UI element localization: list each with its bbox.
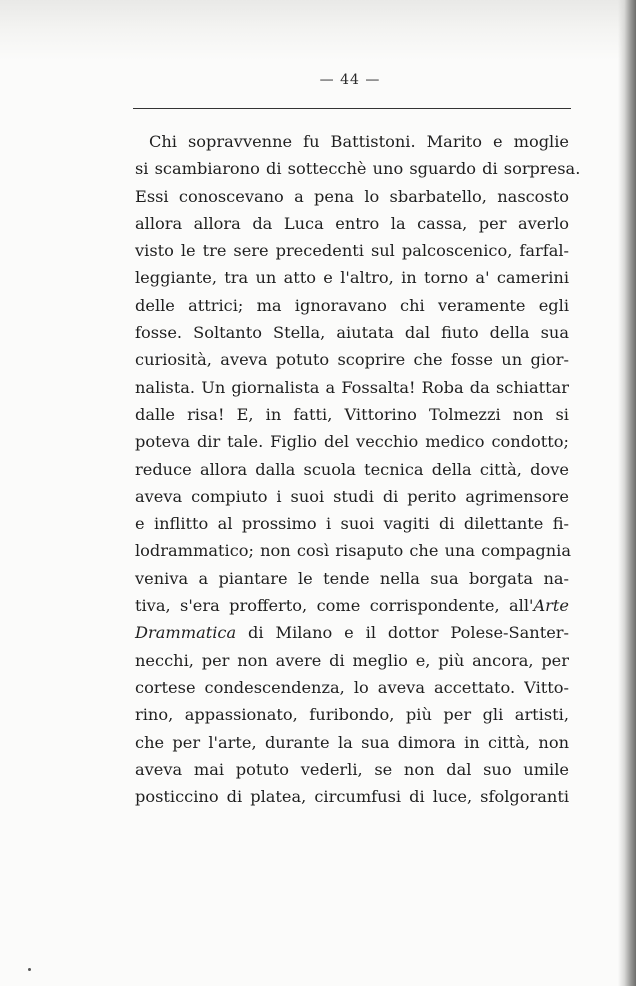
body-text [135,128,581,810]
text-span: tiva, s'era profferto, come corrispondente, all' [135,596,534,616]
text-span: di Milano e il dottor Polese-Santer- [236,623,569,643]
header-rule [133,108,571,109]
text-line: curiosità, aveva potuto scoprire che fosse un gior- [135,350,569,370]
text-line: Essi conoscevano a pena lo sbarbatello, nascosto [135,186,569,206]
text-line: dalle risa! E, in fatti, Vittorino Tolmezzi non si [135,404,569,424]
page-number: — 44 — [319,72,381,88]
italic-title-part: Drammatica [135,623,237,643]
text-line-mixed [135,619,569,646]
text-line: lodrammatico; non così risaputo che una compagnia [135,541,572,561]
text-line: Chi sopravvenne fu Battistoni. Marito e moglie [149,132,569,151]
page-top-shading [0,0,636,60]
text-line: fosse. Soltanto Stella, aiutata dal fiuto della sua [135,323,569,343]
text-line: delle attrici; ma ignoravano chi veramente egli [135,295,569,315]
italic-title-part: Arte [533,596,569,616]
text-line: veniva a piantare le tende nella sua borgata na- [135,568,569,588]
text-line: reduce allora dalla scuola tecnica della città, dove [135,459,569,479]
text-line-mixed [135,592,569,619]
text-line: aveva compiuto i suoi studi di perito agrimensore [135,486,569,506]
text-line: cortese condescendenza, lo aveva accettato. Vitto- [135,677,569,697]
text-line: rino, appassionato, furibondo, più per gli artisti, [135,705,569,725]
text-line: necchi, per non avere di meglio e, più ancora, per [135,650,569,670]
text-line: allora allora da Luca entro la cassa, per averlo [135,213,569,233]
text-line: aveva mai potuto vederli, se non dal suo umile [135,759,569,779]
text-line: nalista. Un giornalista a Fossalta! Roba da schiattar [135,377,569,397]
paper-speck [28,968,31,971]
text-line: visto le tre sere precedenti sul palcoscenico, farfal- [135,241,569,261]
text-line: posticcino di platea, circumfusi di luce, sfolgoranti [135,787,569,807]
text-line: e inflitto al prossimo i suoi vagiti di dilettante fi- [135,514,569,534]
text-line: leggiante, tra un atto e l'altro, in torno a' camerini [135,268,569,288]
text-line: poteva dir tale. Figlio del vecchio medico condotto; [135,432,569,452]
text-line: si scambiarono di sottecchè uno sguardo di sorpresa. [135,159,581,179]
page-right-edge [618,0,636,986]
text-line: che per l'arte, durante la sua dimora in città, non [135,732,569,752]
